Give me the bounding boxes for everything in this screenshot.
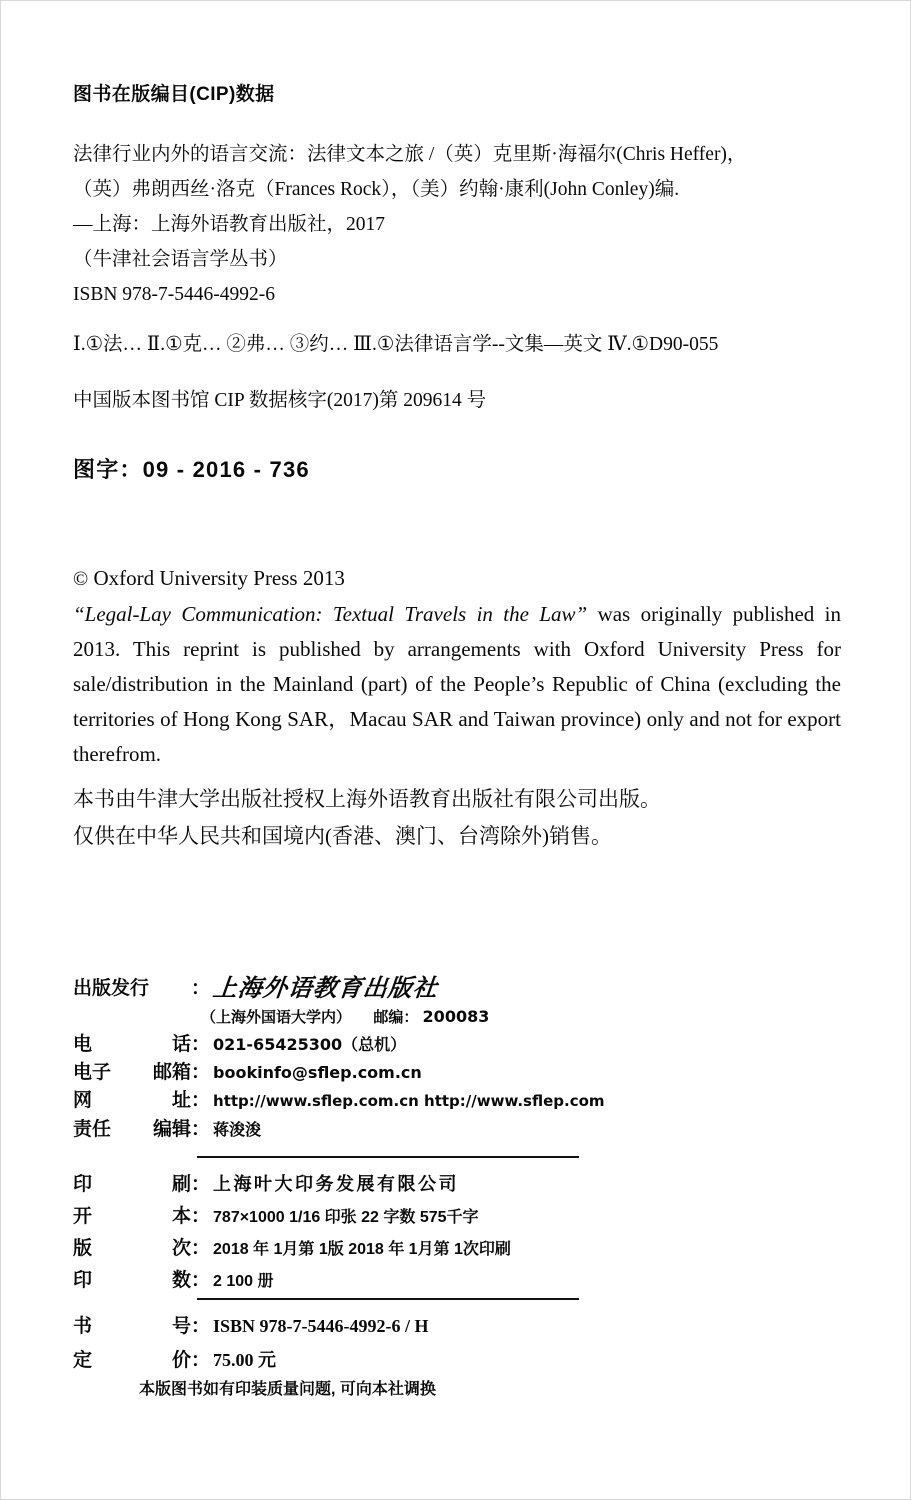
colophon-production-block — [73, 1169, 693, 1297]
english-copyright-block — [73, 561, 841, 772]
cip-entry-block — [73, 137, 843, 312]
reprint-statement — [73, 597, 841, 772]
telephone-label-a: 电 — [73, 1034, 93, 1055]
editor-label — [73, 1115, 191, 1145]
isbn-value: ISBN 978-7-5446-4992-6 / H — [213, 1316, 429, 1336]
isbn-label-a: 书 — [73, 1316, 93, 1337]
print-run-colon: ： — [191, 1270, 211, 1291]
reprint-statement-text: was originally published in 2013. This reprint is published by arrangements with Oxford University Press for sale/distribution in the Mainland (part) of the People’s Republic of China (excluding the territories of Hong Kong SAR，Macau SAR and Taiwan province) only and not for export therefrom. — [73, 602, 842, 766]
price-row — [73, 1345, 693, 1379]
website-label-b: 址 — [171, 1090, 191, 1111]
editor-row — [73, 1115, 693, 1145]
publisher-label-text: 出版发行 — [73, 978, 150, 999]
printer-value: 上海叶大印务发展有限公司 — [213, 1174, 460, 1194]
chinese-authorization-note — [73, 781, 853, 855]
format-row — [73, 1201, 693, 1233]
print-run-row — [73, 1265, 693, 1297]
format-value: 787×1000 1/16 印张 22 字数 575千字 — [213, 1209, 479, 1226]
cip-classification-line: Ⅰ.①法… Ⅱ.①克… ②弗… ③约… Ⅲ.①法律语言学--文集—英文 Ⅳ.①D90-055 — [73, 334, 719, 355]
print-run-label-b: 数 — [171, 1270, 191, 1291]
price-label — [73, 1345, 191, 1372]
email-row — [73, 1059, 693, 1087]
website-value[interactable]: http://www.sflep.com.cn http://www.sflep.com — [213, 1092, 605, 1110]
printer-colon: ： — [191, 1174, 211, 1195]
postcode-value: 200083 — [422, 1007, 490, 1026]
publisher-campus: （上海外国语大学内） — [201, 1009, 352, 1026]
publisher-colon: ： — [191, 978, 211, 999]
website-row — [73, 1087, 693, 1115]
copyright-line — [73, 561, 841, 597]
telephone-row — [73, 1031, 693, 1059]
price-label-a: 定 — [73, 1350, 93, 1371]
email-label — [73, 1059, 191, 1087]
print-run-label — [73, 1265, 191, 1292]
cip-registration-number: 中国版本图书馆 CIP 数据核字(2017)第 209614 号 — [73, 390, 487, 411]
editor-label-b: 编辑 — [152, 1119, 191, 1140]
edition-label-b: 次 — [171, 1238, 191, 1259]
printer-row — [73, 1169, 693, 1201]
import-permit-number: 图字：09 - 2016 - 736 — [73, 457, 310, 482]
cip-entry-line: 法律行业内外的语言交流：法律文本之旅 /（英）克里斯·海福尔(Chris Heffer)， — [73, 144, 747, 165]
publisher-name: 上海外语教育出版社 — [211, 974, 440, 1002]
print-run-label-a: 印 — [73, 1270, 93, 1291]
email-colon: ： — [191, 1062, 211, 1083]
format-label — [73, 1201, 191, 1228]
printer-label-a: 印 — [73, 1174, 93, 1195]
colophon-contact-block — [73, 973, 693, 1145]
price-label-b: 价 — [171, 1350, 191, 1371]
print-run-value: 2 100 册 — [213, 1273, 274, 1290]
postcode-label: 邮编： — [373, 1009, 419, 1026]
website-colon: ： — [191, 1090, 211, 1111]
divider-rule-top — [197, 1156, 579, 1158]
cip-entry-line: （英）弗朗西丝·洛克（Frances Rock），（美）约翰·康利(John Conley)编. — [73, 179, 680, 200]
email-label-a: 电子 — [73, 1062, 112, 1083]
publisher-label — [73, 973, 191, 1000]
telephone-label-b: 话 — [171, 1034, 191, 1055]
divider-rule-bottom — [197, 1298, 579, 1300]
printer-label-b: 刷 — [171, 1174, 191, 1195]
printer-label — [73, 1169, 191, 1196]
edition-label-a: 版 — [73, 1238, 93, 1259]
website-label-a: 网 — [73, 1090, 93, 1111]
website-label — [73, 1087, 191, 1115]
edition-row — [73, 1233, 693, 1265]
isbn-row — [73, 1311, 693, 1345]
edition-colon: ： — [191, 1238, 211, 1259]
publisher-address-row — [201, 1003, 693, 1031]
format-label-b: 本 — [171, 1206, 191, 1227]
email-label-b: 邮箱 — [152, 1062, 191, 1083]
edition-label — [73, 1233, 191, 1260]
sales-restriction-line: 仅供在中华人民共和国境内(香港、澳门、台湾除外)销售。 — [73, 824, 612, 848]
telephone-label — [73, 1031, 191, 1059]
price-value: 75.00 元 — [213, 1350, 277, 1370]
telephone-value: 021-65425300（总机） — [213, 1035, 407, 1054]
copyright-holder: Oxford University Press 2013 — [93, 566, 345, 590]
publisher-row — [73, 973, 693, 1003]
format-colon: ： — [191, 1206, 211, 1227]
telephone-colon: ： — [191, 1034, 211, 1055]
cip-entry-line: （牛津社会语言学丛书） — [73, 249, 288, 270]
cip-entry-line: —上海：上海外语教育出版社，2017 — [73, 214, 386, 235]
isbn-label-b: 号 — [171, 1316, 191, 1337]
isbn-label — [73, 1311, 191, 1338]
editor-colon: ： — [191, 1119, 211, 1140]
authorization-line: 本书由牛津大学出版社授权上海外语教育出版社有限公司出版。 — [73, 787, 661, 811]
cip-isbn-line: ISBN 978-7-5446-4992-6 — [73, 284, 276, 305]
editor-label-a: 责任 — [73, 1119, 112, 1140]
email-value[interactable]: bookinfo@sflep.com.cn — [213, 1063, 422, 1082]
original-book-title: “Legal-Lay Communication: Textual Travels in the Law” — [73, 602, 588, 626]
format-label-a: 开 — [73, 1206, 93, 1227]
isbn-colon: ： — [191, 1316, 211, 1337]
colophon-sales-block — [73, 1311, 693, 1379]
cip-heading: 图书在版编目(CIP)数据 — [73, 84, 275, 105]
price-colon: ： — [191, 1350, 211, 1371]
quality-guarantee-note: 本版图书如有印装质量问题, 可向本社调换 — [139, 1381, 436, 1398]
edition-value: 2018 年 1月第 1版 2018 年 1月第 1次印刷 — [213, 1241, 511, 1258]
editor-value: 蒋浚浚 — [213, 1122, 262, 1139]
copyright-icon: © — [73, 568, 89, 590]
